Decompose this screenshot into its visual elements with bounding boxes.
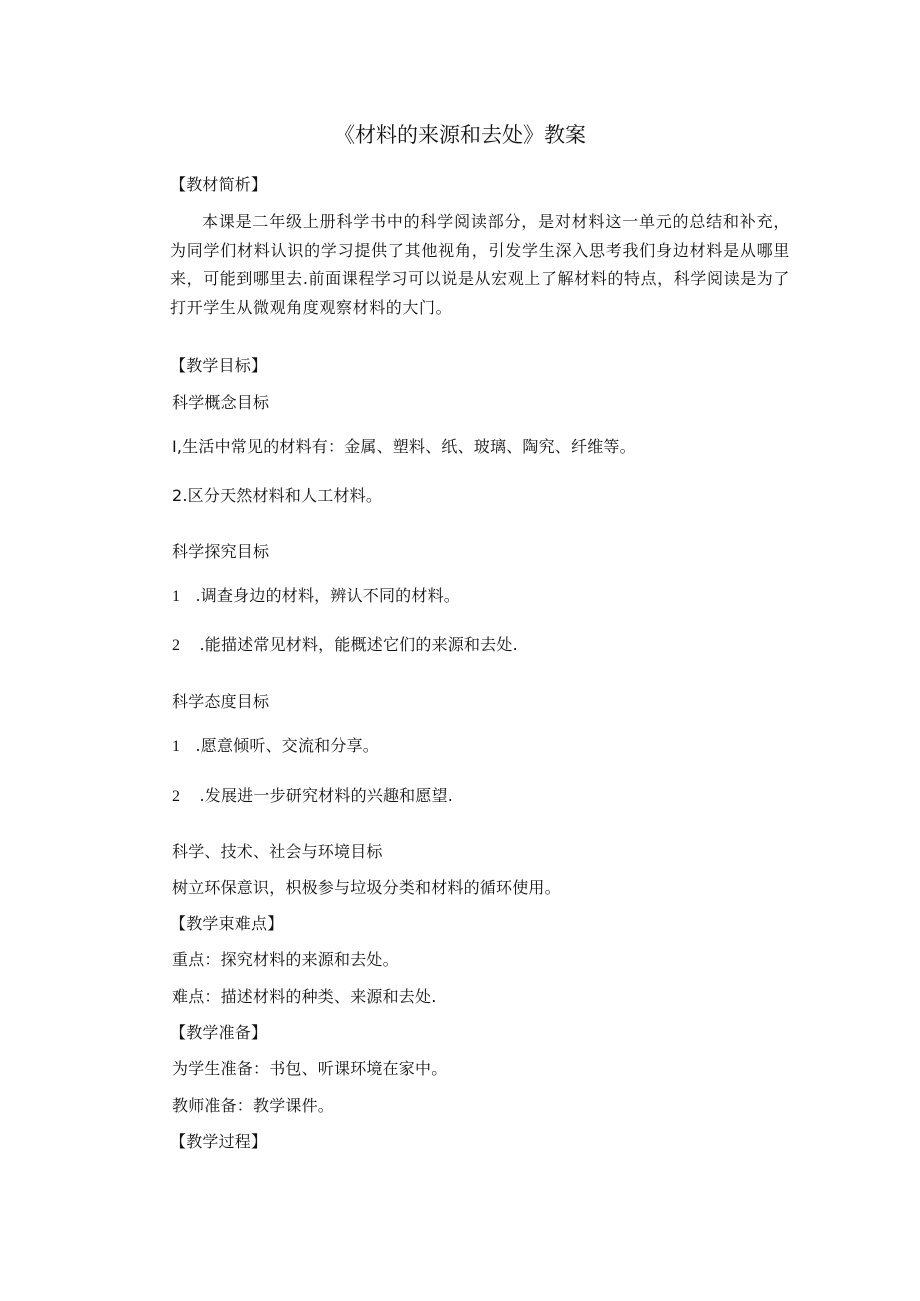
- inquiry-heading: 科学探究目标: [172, 542, 270, 561]
- concept-item-2: 2.区分天然材料和人工材料。: [172, 486, 383, 505]
- attitude-heading: 科学态度目标: [172, 692, 270, 711]
- preparation-heading: 【教学准备】: [170, 1023, 268, 1042]
- attitude-item-2-text: .发展进一步研究材料的兴趣和愿望.: [199, 786, 454, 805]
- inquiry-item-1: [172, 586, 460, 607]
- attitude-item-1: [172, 736, 379, 757]
- stse-heading: 科学、技术、社会与环境目标: [172, 842, 383, 861]
- stse-text: 树立环保意识，枳极参与垃圾分类和材料的循环使用。: [172, 878, 561, 897]
- attitude-item-2-number: 2: [172, 788, 181, 805]
- concept-heading: 科学概念目标: [172, 393, 270, 412]
- inquiry-item-2: [172, 635, 518, 656]
- student-preparation: 为学生准备：书包、听课环境在家中。: [172, 1059, 448, 1078]
- process-heading: 【教学过程】: [170, 1132, 268, 1151]
- attitude-item-2: [172, 786, 453, 807]
- concept-item-1: I,生活中常见的材料有：金属、塑料、纸、玻璃、陶究、纤维等。: [172, 437, 636, 456]
- objectives-heading: 【教学目标】: [170, 356, 268, 375]
- attitude-item-1-text: .愿意倾听、交流和分享。: [195, 736, 379, 755]
- inquiry-item-1-number: 1: [172, 588, 181, 605]
- difficult-point: 难点：描述材料的种类、来源和去处.: [172, 987, 437, 1006]
- difficulty-heading: 【教学束难点】: [170, 914, 284, 933]
- document-title: 《材料的来源和去处》教案: [334, 123, 586, 147]
- key-point: 重点：探究材料的来源和去处。: [172, 950, 399, 969]
- analysis-paragraph: 本课是二年级上册科学书中的科学阅读部分，是对材料这一单元的总结和补充，为同学们材料认识的学习提供了其他视角，引发学生深入思考我们身边材料是从哪里来，可能到哪里去.前面课程学习可以说是从宏观上了解材料的特点，科学阅读是为了打开学生从微观角度观察材料的大门。: [170, 212, 790, 317]
- inquiry-item-1-text: .调查身边的材料，辨认不同的材料。: [195, 586, 460, 605]
- attitude-item-1-number: 1: [172, 738, 181, 755]
- inquiry-item-2-text: .能描述常见材料，能概述它们的来源和去处.: [199, 635, 518, 654]
- teacher-preparation: 教师准备：教学课件。: [172, 1096, 335, 1115]
- analysis-heading: 【教材简析】: [170, 175, 268, 194]
- inquiry-item-2-number: 2: [172, 637, 181, 654]
